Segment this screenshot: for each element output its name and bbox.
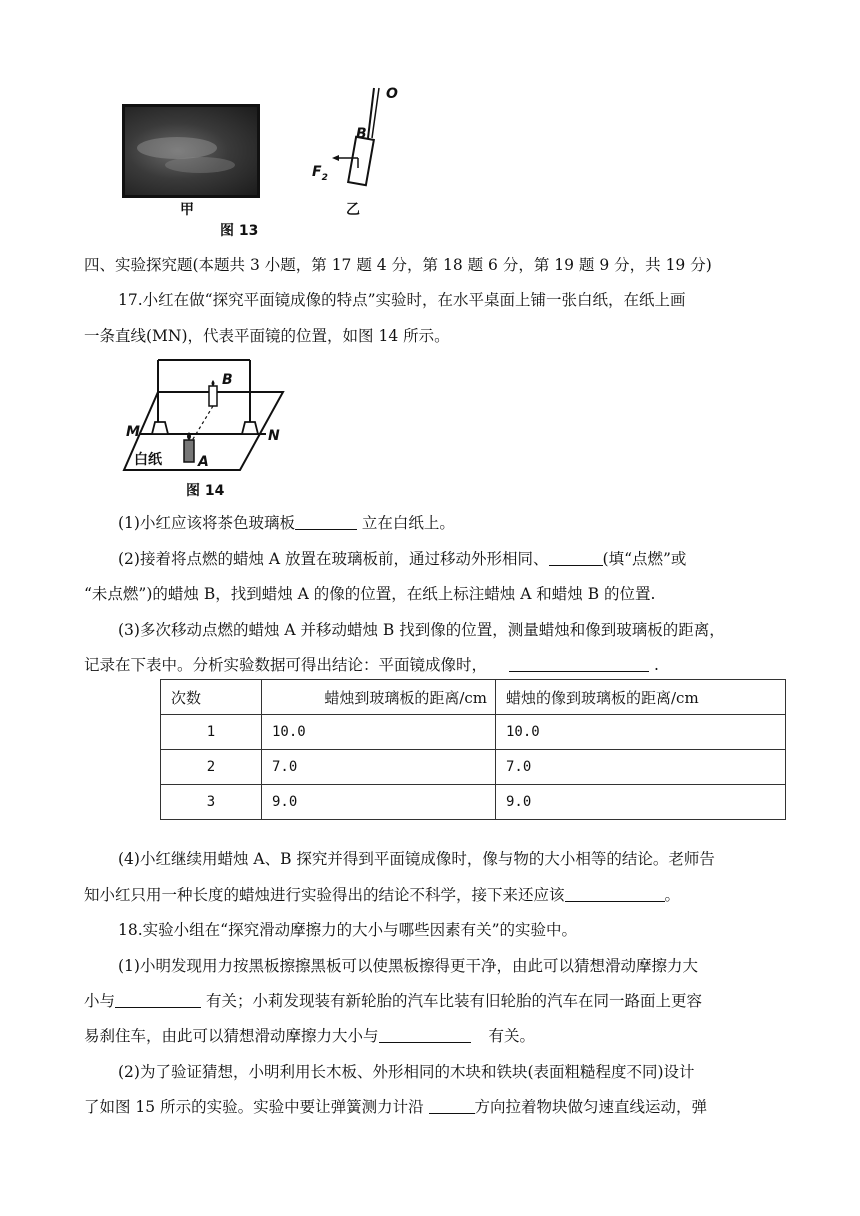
q18-part2-line2: 了如图 15 所示的实验。实验中要让弹簧测力计沿 方向拉着物块做匀速直线运动，弹 bbox=[84, 1098, 708, 1116]
table-cell: 7.0 bbox=[262, 750, 496, 785]
figure-14 bbox=[118, 356, 318, 502]
table-cell: 10.0 bbox=[262, 715, 496, 750]
label-yi: 乙 bbox=[346, 202, 360, 218]
table-row bbox=[161, 750, 786, 785]
answer-blank[interactable] bbox=[429, 1097, 475, 1114]
label-N: N bbox=[268, 428, 280, 444]
label-F2: $F_2$ bbox=[312, 164, 328, 183]
table-cell: 1 bbox=[161, 715, 262, 750]
table-header: 蜡烛到玻璃板的距离/cm bbox=[262, 680, 496, 715]
q17-intro-line1: 17.小红在做“探究平面镜成像的特点”实验时，在水平桌面上铺一张白纸，在纸上画 bbox=[118, 291, 686, 309]
q18-part1-line3: 易刹住车，由此可以猜想滑动摩擦力大小与 有关。 bbox=[84, 1027, 536, 1045]
figure-13-caption: 图 13 bbox=[220, 223, 259, 239]
photo-jia bbox=[122, 104, 260, 198]
q18-intro: 18.实验小组在“探究滑动摩擦力的大小与哪些因素有关”的实验中。 bbox=[118, 921, 578, 939]
table-cell: 3 bbox=[161, 785, 262, 820]
table-cell: 7.0 bbox=[496, 750, 786, 785]
q17-part3-line1: (3)多次移动点燃的蜡烛 A 并移动蜡烛 B 找到像的位置，测量蜡烛和像到玻璃板的距离， bbox=[118, 621, 725, 639]
q18-part1-line2: 小与 有关；小莉发现装有新轮胎的汽车比装有旧轮胎的汽车在同一路面上更容 bbox=[84, 992, 702, 1010]
answer-blank[interactable] bbox=[549, 549, 603, 566]
figure-13 bbox=[118, 86, 418, 239]
answer-blank[interactable] bbox=[379, 1026, 471, 1043]
answer-blank[interactable] bbox=[565, 885, 665, 902]
table-cell: 9.0 bbox=[496, 785, 786, 820]
q18-part1-line1: (1)小明发现用力按黑板擦擦黑板可以使黑板擦得更干净，由此可以猜想滑动摩擦力大 bbox=[118, 957, 698, 975]
figure-14-caption: 图 14 bbox=[186, 483, 225, 499]
q17-part3-line2: 记录在下表中。分析实验数据可得出结论：平面镜成像时， . bbox=[84, 656, 659, 674]
table-row bbox=[161, 715, 786, 750]
diagram-yi bbox=[308, 86, 408, 206]
label-jia: 甲 bbox=[180, 202, 194, 218]
table-cell: 9.0 bbox=[262, 785, 496, 820]
q17-part2-line2: “未点燃”)的蜡烛 B，找到蜡烛 A 的像的位置，在纸上标注蜡烛 A 和蜡烛 B 的位置. bbox=[84, 585, 656, 603]
q17-part2-line1: (2)接着将点燃的蜡烛 A 放置在玻璃板前，通过移动外形相同、 (填“点燃”或 bbox=[118, 550, 687, 568]
table-cell: 10.0 bbox=[496, 715, 786, 750]
table-cell: 2 bbox=[161, 750, 262, 785]
section-title: 四、实验探究题(本题共 3 小题，第 17 题 4 分，第 18 题 6 分，第 19 题 9 分，共 19 分) bbox=[84, 256, 712, 274]
q17-intro-line2: 一条直线(MN)，代表平面镜的位置，如图 14 所示。 bbox=[84, 327, 450, 345]
table-header: 次数 bbox=[161, 680, 262, 715]
answer-blank[interactable] bbox=[115, 991, 201, 1008]
q17-part1: (1)小红应该将茶色玻璃板 立在白纸上。 bbox=[118, 514, 455, 532]
table-header: 蜡烛的像到玻璃板的距离/cm bbox=[496, 680, 786, 715]
label-B-fig14: B bbox=[222, 372, 233, 388]
label-B-fig13: B bbox=[356, 126, 367, 142]
q17-part4-line2: 知小红只用一种长度的蜡烛进行实验得出的结论不科学，接下来还应该 。 bbox=[84, 886, 681, 904]
label-M: M bbox=[126, 424, 140, 440]
table-header-row bbox=[161, 680, 786, 715]
answer-blank[interactable] bbox=[295, 513, 357, 530]
q17-part4-line1: (4)小红继续用蜡烛 A、B 探究并得到平面镜成像时，像与物的大小相等的结论。老师告 bbox=[118, 850, 715, 868]
label-O: O bbox=[386, 86, 398, 102]
label-paper: 白纸 bbox=[134, 452, 162, 468]
label-A: A bbox=[198, 454, 209, 470]
q18-part2-line1: (2)为了验证猜想，小明利用长木板、外形相同的木块和铁块(表面粗糙程度不同)设计 bbox=[118, 1063, 695, 1081]
table-row bbox=[161, 785, 786, 820]
data-table bbox=[160, 679, 786, 820]
answer-blank[interactable] bbox=[509, 655, 649, 672]
